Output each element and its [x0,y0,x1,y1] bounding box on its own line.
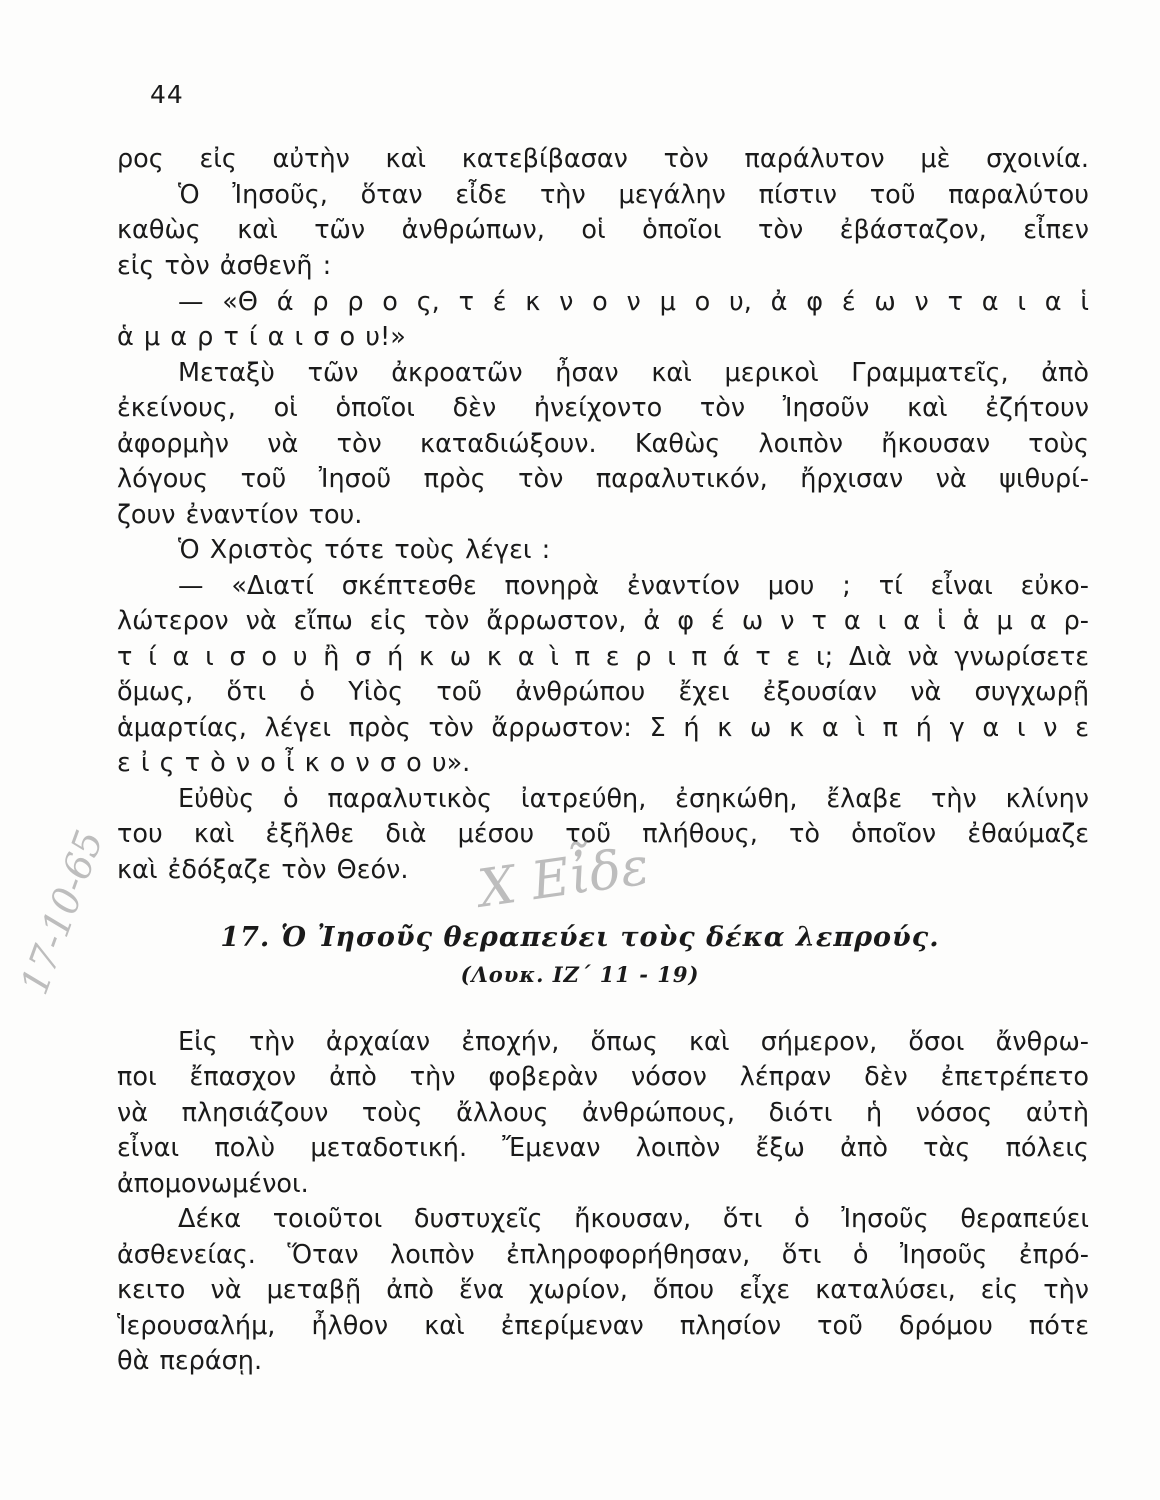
dialogue-line: τ ί α ι σ ο υ ἢ σ ή κ ω κ α ὶ π ε ρ ι π ά τ ε ι; Διὰ νὰ γνωρίσετε [117,642,1089,672]
text-line: Μεταξὺ τῶν ἀκροατῶν ἦσαν καὶ μερικοὶ Γραμματεῖς, ἀπὸ [178,358,1089,388]
text-line: ρος εἰς αὐτὴν καὶ κατεβίβασαν τὸν παράλυτον μὲ σχοινία. [117,144,1089,174]
text-line: Ὁ Χριστὸς τότε τοὺς λέγει : [178,535,551,565]
text-line: Ἱερουσαλήμ, ἦλθον καὶ ἐπερίμεναν πλησίον τοῦ δρόμου πότε [117,1311,1089,1341]
text-line: Δέκα τοιοῦτοι δυστυχεῖς ἤκουσαν, ὅτι ὁ Ἰησοῦς θεραπεύει [178,1204,1089,1234]
text-line: Εἰς τὴν ἀρχαίαν ἐποχήν, ὅπως καὶ σήμερον, ὅσοι ἄνθρω- [178,1027,1089,1057]
dialogue-line: ἁ μ α ρ τ ί α ι σ ο υ!» [117,322,406,352]
handwritten-signature: Χ Εἶδε [474,836,653,920]
text-line: ζουν ἐναντίον του. [117,500,363,530]
chapter-reference: (Λουκ. ΙΖ΄ 11 - 19) [460,962,700,987]
text-line: καθὼς καὶ τῶν ἀνθρώπων, οἱ ὁποῖοι τὸν ἐβάσταζον, εἶπεν [117,215,1089,245]
text-line: ἀσθενείας. Ὅταν λοιπὸν ἐπληροφορήθησαν, ὅτι ὁ Ἰησοῦς ἐπρό- [117,1240,1089,1270]
dialogue-line: ε ἰ ς τ ὸ ν ο ἶ κ ο ν σ ο υ». [117,748,471,778]
text-line: κειτο νὰ μεταβῇ ἀπὸ ἕνα χωρίον, ὅπου εἶχε καταλύσει, εἰς τὴν [117,1275,1089,1305]
dialogue-line: λώτερον νὰ εἴπω εἰς τὸν ἄρρωστον, ἀ φ έ ω ν τ α ι α ἱ ἁ μ α ρ- [117,606,1089,636]
dialogue-line: ἁμαρτίας, λέγει πρὸς τὸν ἄρρωστον: Σ ή κ ω κ α ὶ π ή γ α ι ν ε [117,713,1089,743]
dialogue-line: ὅμως, ὅτι ὁ Υἱὸς τοῦ ἀνθρώπου ἔχει ἐξουσίαν νὰ συγχωρῇ [117,677,1089,707]
dialogue-line: — «Διατί σκέπτεσθε πονηρὰ ἐναντίον μου ; τί εἶναι εὐκο- [178,571,1089,601]
text-line: εἰς τὸν ἀσθενῆ : [117,251,332,281]
page-number: 44 [150,80,184,109]
text-line: του καὶ ἐξῆλθε διὰ μέσου τοῦ πλήθους, τὸ ὁποῖον ἐθαύμαζε [117,819,1089,849]
chapter-title: 17. Ὁ Ἰησοῦς θεραπεύει τοὺς δέκα λεπρούς. [220,922,940,953]
handwritten-date: 17-10-65 [12,824,112,1001]
text-line: ἐκείνους, οἱ ὁποῖοι δὲν ἠνείχοντο τὸν Ἰησοῦν καὶ ἐζήτουν [117,393,1089,423]
text-line: θὰ περάσῃ. [117,1346,263,1376]
text-line: ποι ἔπασχον ἀπὸ τὴν φοβερὰν νόσον λέπραν δὲν ἐπετρέπετο [117,1062,1089,1092]
dialogue-line: — «Θ ά ρ ρ ο ς, τ έ κ ν ο ν μ ο υ, ἀ φ έ ω ν τ α ι α ἱ [178,287,1089,317]
text-line: καὶ ἐδόξαζε τὸν Θεόν. [117,855,409,885]
text-line: Ὁ Ἰησοῦς, ὅταν εἶδε τὴν μεγάλην πίστιν τοῦ παραλύτου [178,180,1089,210]
text-line: ἀπομονωμένοι. [117,1169,309,1199]
text-line: νὰ πλησιάζουν τοὺς ἄλλους ἀνθρώπους, διότι ἡ νόσος αὐτὴ [117,1098,1089,1128]
text-line: Εὐθὺς ὁ παραλυτικὸς ἰατρεύθη, ἐσηκώθη, ἔλαβε τὴν κλίνην [178,784,1089,814]
text-line: ἀφορμὴν νὰ τὸν καταδιώξουν. Καθὼς λοιπὸν ἤκουσαν τοὺς [117,429,1089,459]
text-line: λόγους τοῦ Ἰησοῦ πρὸς τὸν παραλυτικόν, ἤρχισαν νὰ ψιθυρί- [117,464,1089,494]
text-line: εἶναι πολὺ μεταδοτική. Ἔμεναν λοιπὸν ἔξω ἀπὸ τὰς πόλεις [117,1133,1089,1163]
